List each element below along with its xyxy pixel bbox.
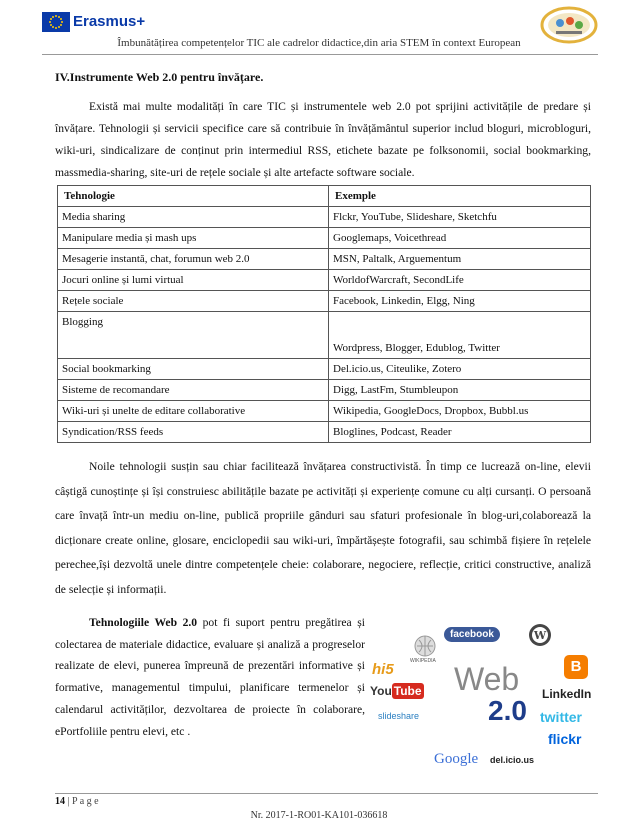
eu-star-icon (61, 21, 63, 23)
eu-star-icon (52, 26, 54, 28)
eu-star-icon (49, 21, 51, 23)
examples-cell: Wordpress, Blogger, Edublog, Twitter (329, 312, 591, 359)
footer-divider (55, 793, 598, 794)
twitter-logo: twitter (540, 709, 582, 725)
youtube-tube: Tube (393, 684, 422, 698)
eu-star-icon (52, 16, 54, 18)
linkedin-logo: LinkedIn (542, 687, 592, 701)
table-row (58, 312, 591, 359)
examples-cell: Facebook, Linkedin, Elgg, Ning (329, 291, 591, 312)
table-row (58, 249, 591, 270)
project-badge-icon (540, 5, 598, 45)
technology-cell: Media sharing (58, 207, 329, 228)
header-divider (42, 54, 598, 55)
paragraph-lead: Tehnologiile Web 2.0 (89, 616, 198, 629)
web20-tools-paragraph (55, 612, 365, 742)
eu-star-icon (60, 18, 62, 20)
youtube-logo (370, 684, 424, 698)
youtube-you: You (370, 684, 392, 698)
eu-star-icon (58, 26, 60, 28)
page-label: P a g e (72, 796, 99, 807)
examples-cell: Flckr, YouTube, Slideshare, Sketchfu (329, 207, 591, 228)
examples-cell: WorldofWarcraft, SecondLife (329, 270, 591, 291)
technology-cell: Blogging (58, 312, 329, 359)
eu-star-icon (50, 24, 52, 26)
table-row (58, 207, 591, 228)
google-logo: Google (434, 751, 479, 767)
project-number: Nr. 2017-1-RO01-KA101-036618 (250, 810, 388, 821)
paragraph-body: pot fi suport pentru pregătirea și colectarea de materiale didactice, evaluare și analiză a progreselor realizate de elevi, punerea împreună de prezentări informative și formative, managementul timpului, planificare termenelor și calendarul activităților, dezvoltarea de proiecte în colaborare, ePortfoliile pentru elevi, etc . (55, 616, 365, 738)
document-header-title: Îmbunătățirea competențelor TIC ale cadrelor didactice,din aria STEM în context European (117, 37, 521, 49)
eu-star-icon (55, 15, 57, 17)
table-row (58, 228, 591, 249)
erasmus-plus-logo (42, 12, 146, 32)
page-number-value: 14 (55, 796, 65, 807)
hi5-logo: hi5 (372, 661, 394, 678)
examples-cell: Del.icio.us, Citeulike, Zotero (329, 359, 591, 380)
technology-cell: Mesagerie instantă, chat, forumun web 2.0 (58, 249, 329, 270)
eu-star-icon (60, 24, 62, 26)
delicious-logo: del.icio.us (490, 755, 535, 765)
technology-cell: Social bookmarking (58, 359, 329, 380)
table-header-row (58, 186, 591, 207)
table-row (58, 401, 591, 422)
technology-cell: Rețele sociale (58, 291, 329, 312)
section-title: IV.Instrumente Web 2.0 pentru învățare. (55, 70, 264, 84)
svg-text:W: W (533, 629, 547, 642)
table-row (58, 359, 591, 380)
facebook-logo: facebook (444, 627, 500, 642)
flickr-label: flickr (548, 731, 582, 747)
technology-cell: Manipulare media și mash ups (58, 228, 329, 249)
intro-paragraph: Există mai multe modalități în care TIC și instrumentele web 2.0 pot sprijini activitățile de predare și învățare. Tehnologii și servicii specifice care să contribuie în învățământul superior includ bloguri, microbloguri, wiki-uri, sindicalizare de conținut prin intermediul RSS, etichete bazate pe folksonomii, social bookmarking, massmedia-sharing, site-uri de rețele sociale și alte artefacte software sociale. (55, 100, 591, 179)
constructivist-paragraph: Noile tehnologii susțin sau chiar facilitează învățarea constructivistă. În timp ce lucrează on-line, elevii câștigă cunoștințe și își construiesc abilitățile bazate pe activități și experiențe comune cu alți cursanți. O persoană care învață într-un mediu on-line, publică propriile gânduri sau sfaturi profesionale în blog-uri,colaborează la dicționare create online, glosare, enciclopedii sau wiki-uri, împărtășește fotografii, sau schimbă fișiere în rețelele perechee,își dezvoltă unele dintre competențele cheie: colaborare, negociere, reflecție, critici constructive, analiză de selecție și informații. (55, 460, 591, 596)
examples-cell: Googlemaps, Voicethread (329, 228, 591, 249)
technology-cell: Sisteme de recomandare (58, 380, 329, 401)
slideshare-logo: slideshare (378, 711, 420, 721)
wikipedia-globe-icon (414, 635, 436, 657)
version-logo-text: 2.0 (488, 695, 527, 726)
examples-cell: Bloglines, Podcast, Reader (329, 422, 591, 443)
erasmus-label: Erasmus+ (73, 13, 146, 30)
table-row (58, 291, 591, 312)
technologies-table (57, 185, 591, 443)
technology-cell: Wiki-uri și unelte de editare collaborative (58, 401, 329, 422)
eu-star-icon (55, 27, 57, 29)
technology-cell: Syndication/RSS feeds (58, 422, 329, 443)
wordpress-icon (528, 623, 552, 647)
blogger-icon: B (564, 655, 588, 679)
table-row (58, 380, 591, 401)
eu-flag-icon (42, 12, 70, 32)
examples-cell: Wikipedia, GoogleDocs, Dropbox, Bubbl.us (329, 401, 591, 422)
page-number: 14 | P a g e (55, 796, 99, 807)
technology-cell: Jocuri online și lumi virtual (58, 270, 329, 291)
wikipedia-label: WIKIPEDIA (410, 658, 436, 664)
table-row (58, 270, 591, 291)
examples-cell: Digg, LastFm, Stumbleupon (329, 380, 591, 401)
table-row (58, 422, 591, 443)
web-logo-text: Web (454, 661, 520, 697)
column-header-examples: Exemple (329, 186, 591, 207)
flickr-logo (548, 731, 581, 747)
examples-cell: MSN, Paltalk, Arguementum (329, 249, 591, 270)
column-header-technology: Tehnologie (58, 186, 329, 207)
eu-star-icon (50, 18, 52, 20)
web20-logo-cloud (368, 615, 600, 775)
